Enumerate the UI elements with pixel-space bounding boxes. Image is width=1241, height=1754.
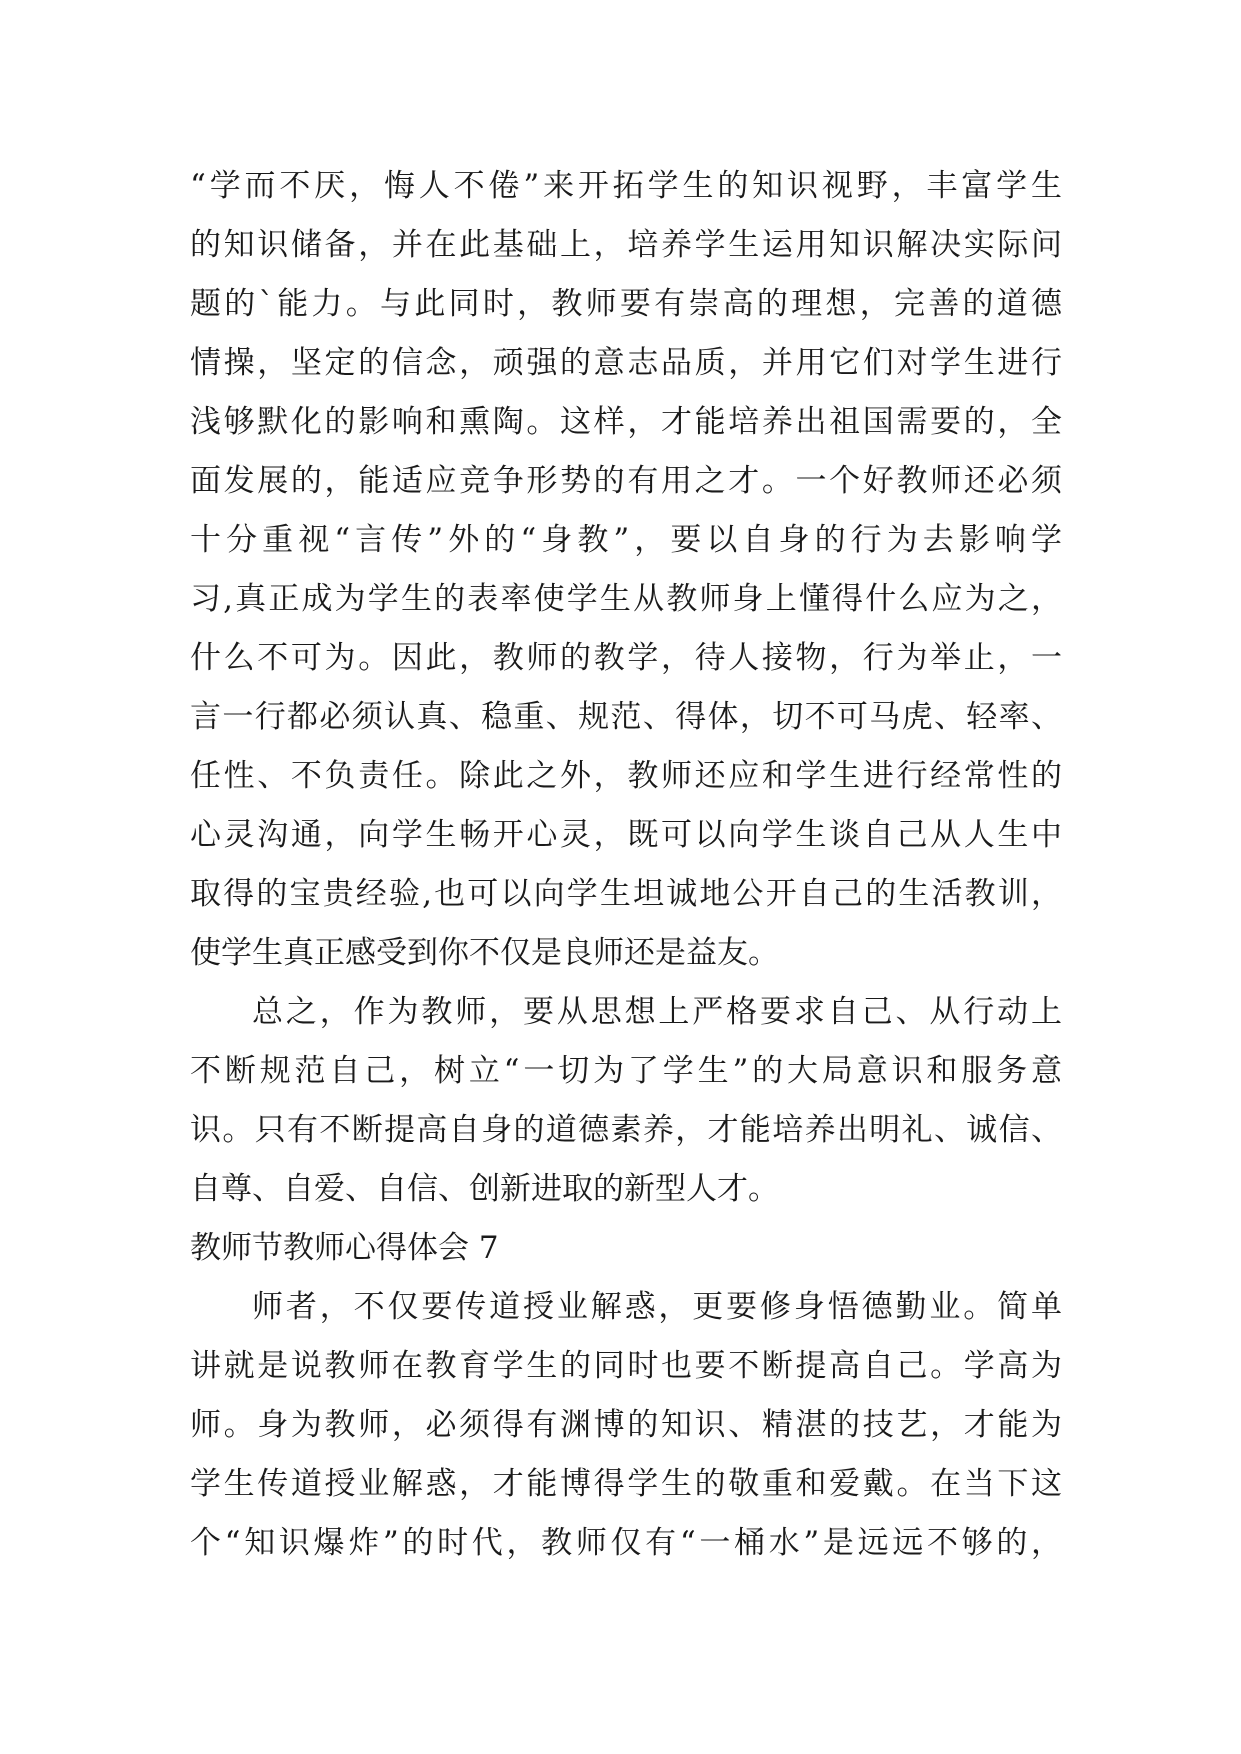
- text-line: 言一行都必须认真、稳重、规范、得体，切不可马虎、轻率、: [190, 699, 1062, 735]
- text-line: 个“知识爆炸”的时代，教师仅有“一桶水”是远远不够的，: [190, 1525, 1062, 1561]
- text-line: 情操，坚定的信念，顽强的意志品质，并用它们对学生进行: [190, 345, 1062, 381]
- text-line: 心灵沟通，向学生畅开心灵，既可以向学生谈自己从人生中: [190, 817, 1062, 853]
- text-line: 习,真正成为学生的表率使学生从教师身上懂得什么应为之，: [190, 581, 1062, 617]
- text-line: 题的`能力。与此同时，教师要有崇高的理想，完善的道德: [190, 286, 1062, 322]
- document-page: [190, 157, 1062, 1573]
- text-line: 浅够默化的影响和熏陶。这样，才能培养出祖国需要的，全: [190, 404, 1062, 440]
- text-line: 的知识储备，并在此基础上，培养学生运用知识解决实际问: [190, 227, 1062, 263]
- text-line: 什么不可为。因此，教师的教学，待人接物，行为举止，一: [190, 640, 1062, 676]
- section-heading: 教师节教师心得体会 7: [190, 1230, 499, 1266]
- text-line: “学而不厌，悔人不倦”来开拓学生的知识视野，丰富学生: [190, 168, 1062, 204]
- text-line: 任性、不负责任。除此之外，教师还应和学生进行经常性的: [190, 758, 1062, 794]
- text-line: 不断规范自己，树立“一切为了学生”的大局意识和服务意: [190, 1053, 1062, 1089]
- paragraph: [190, 1278, 1062, 1573]
- text-line: 讲就是说教师在教育学生的同时也要不断提高自己。学高为: [190, 1348, 1062, 1384]
- text-line: 面发展的，能适应竞争形势的有用之才。一个好教师还必须: [190, 463, 1062, 499]
- text-line: 师者，不仅要传道授业解惑，更要修身悟德勤业。简单: [252, 1289, 1062, 1325]
- text-line: 师。身为教师，必须得有渊博的知识、精湛的技艺，才能为: [190, 1407, 1062, 1443]
- text-line: 自尊、自爱、自信、创新进取的新型人才。: [190, 1171, 779, 1207]
- text-line: 总之，作为教师，要从思想上严格要求自己、从行动上: [252, 994, 1062, 1030]
- text-line: 识。只有不断提高自身的道德素养，才能培养出明礼、诚信、: [190, 1112, 1062, 1148]
- text-line: 十分重视“言传”外的“身教”，要以自身的行为去影响学: [190, 522, 1062, 558]
- text-line: 使学生真正感受到你不仅是良师还是益友。: [190, 935, 779, 971]
- text-line: 学生传道授业解惑，才能博得学生的敬重和爱戴。在当下这: [190, 1466, 1062, 1502]
- paragraph: [190, 983, 1062, 1219]
- text-line: 取得的宝贵经验,也可以向学生坦诚地公开自己的生活教训，: [190, 876, 1062, 912]
- paragraph: [190, 157, 1062, 983]
